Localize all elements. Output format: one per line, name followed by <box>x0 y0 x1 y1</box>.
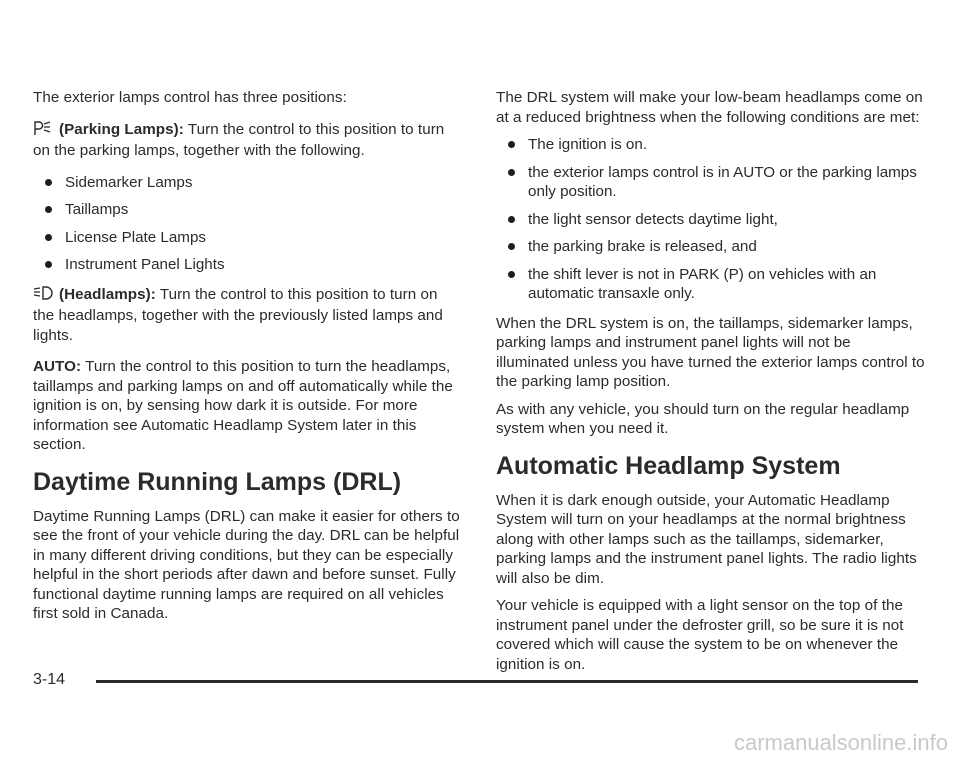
drl-on-text: When the DRL system is on, the taillamps, sidemarker lamps, parking lamps and instrument panel lights will not be illuminated unless you have turned the exterior lamps control to the parking lamp position. <box>496 314 925 390</box>
automatic-headlamp-heading: Automatic Headlamp System <box>496 451 841 480</box>
light-sensor-text: Your vehicle is equipped with a light sensor on the top of the instrument panel under the defroster grill, so be sure it is not covered which will cause the system to be on whenever the ignition is on. <box>496 597 904 673</box>
list-item: The ignition is on. <box>496 135 926 155</box>
parking-lamps-label: (Parking Lamps): <box>59 120 184 138</box>
drl-intro-text: The DRL system will make your low-beam headlamps come on at a reduced brightness when the following conditions are met: <box>496 89 923 126</box>
list-item: the shift lever is not in PARK (P) on vehicles with an automatic transaxle only. <box>496 265 926 304</box>
headlamps-paragraph <box>33 285 463 346</box>
auto-text: Turn the control to this position to turn the headlamps, taillamps and parking lamps on and off automatically while the ignition is on, by sensing how dark it is outside. For more information see Automatic Headlamp System later in this section. <box>33 358 453 453</box>
parking-lamps-paragraph <box>33 120 463 161</box>
right-column <box>496 88 926 686</box>
page-number: 3-14 <box>33 671 66 688</box>
automatic-headlamp-text: When it is dark enough outside, your Automatic Headlamp System will turn on your headlamps at the normal brightness along with other lamps such as the taillamps, sidemarker, parking lamps and the instrument panel lights. The radio lights will also be dim. <box>496 491 917 587</box>
any-vehicle-text: As with any vehicle, you should turn on the regular headlamp system when you need it. <box>496 400 910 437</box>
list-item: the exterior lamps control is in AUTO or the parking lamps only position. <box>496 163 926 202</box>
drl-paragraph: Daytime Running Lamps (DRL) can make it easier for others to see the front of your vehicle during the day. DRL can be helpful in many different driving conditions, but they can be especially helpful in the short periods after dawn and before sunset. Fully functional daytime running lamps are required on all vehicles first sold in Canada. <box>33 507 460 622</box>
headlamps-icon <box>33 285 53 307</box>
drl-heading: Daytime Running Lamps (DRL) <box>33 467 402 496</box>
parking-lamps-icon <box>33 120 53 142</box>
watermark: carmanualsonline.info <box>733 730 948 755</box>
headlamps-text: Turn the control to this position to turn on the headlamps, together with the previously listed lamps and lights. <box>33 285 443 344</box>
list-item: the light sensor detects daytime light, <box>496 210 926 230</box>
left-column <box>33 88 463 636</box>
list-item: License Plate Lamps <box>33 228 463 248</box>
list-item: Taillamps <box>33 200 463 220</box>
auto-paragraph <box>33 357 463 455</box>
auto-label: AUTO: <box>33 358 82 375</box>
list-item: the parking brake is released, and <box>496 237 926 257</box>
list-item: Instrument Panel Lights <box>33 255 463 275</box>
list-item: Sidemarker Lamps <box>33 173 463 193</box>
parking-lamps-list <box>33 173 463 275</box>
headlamps-label: (Headlamps): <box>59 285 156 303</box>
intro-text: The exterior lamps control has three positions: <box>33 89 347 106</box>
drl-conditions-list <box>496 135 926 304</box>
footer-rule <box>96 680 918 683</box>
parking-lamps-text: Turn the control to this position to turn on the parking lamps, together with the following. <box>33 120 445 159</box>
